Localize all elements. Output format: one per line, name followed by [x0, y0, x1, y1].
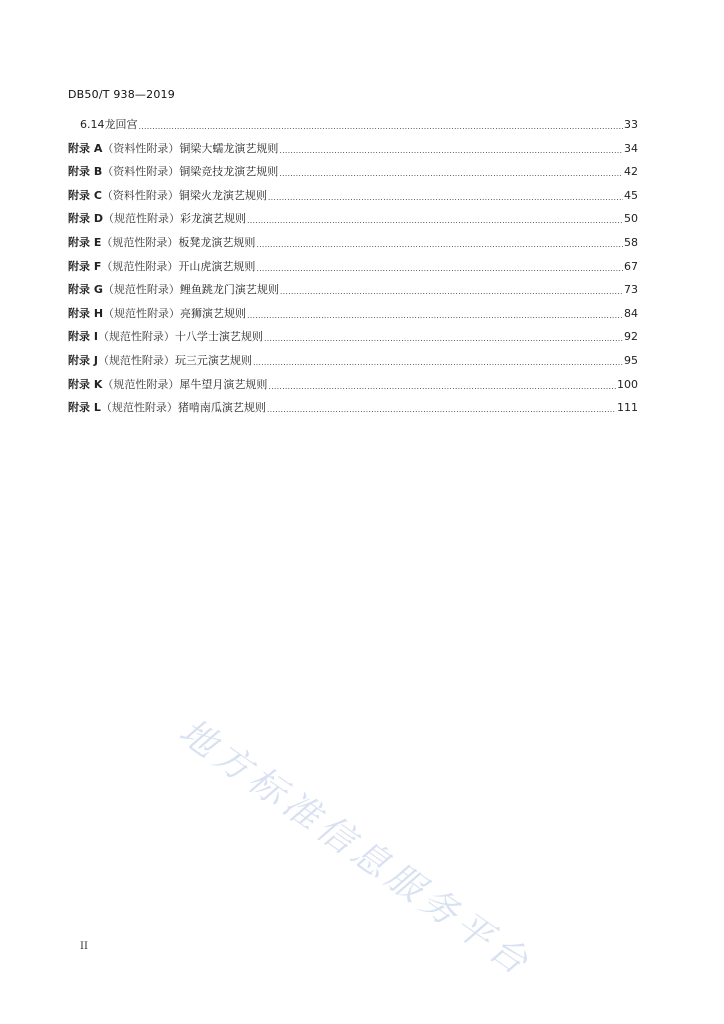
- toc-page-number: 84: [624, 306, 638, 320]
- toc-number: 附录 G: [68, 283, 103, 297]
- toc-title: 铜梁竞技龙演艺规则: [179, 165, 279, 179]
- document-code: DB50/T 938—2019: [68, 88, 175, 101]
- toc-number: 附录 F: [68, 259, 102, 273]
- toc-type: （资料性附录）: [102, 165, 180, 179]
- toc-row-appendix-c[interactable]: [68, 187, 638, 211]
- toc-number: 附录 D: [68, 212, 103, 226]
- toc-number: 附录 K: [68, 377, 103, 391]
- toc-number: 附录 E: [68, 235, 102, 249]
- toc-page-number: 111: [617, 401, 638, 415]
- toc-page-number: 58: [624, 235, 638, 249]
- toc-title: 亮狮演艺规则: [180, 306, 247, 320]
- toc-title: 板凳龙演艺规则: [178, 235, 256, 249]
- toc-page-number: 42: [624, 165, 638, 179]
- toc-row-appendix-h[interactable]: [68, 305, 638, 329]
- toc-title: 玩三元演艺规则: [174, 353, 252, 367]
- toc-type: （规范性附录）: [102, 283, 180, 297]
- toc-type: （规范性附录）: [103, 306, 181, 320]
- toc-page-number: 73: [624, 283, 638, 297]
- toc-type: （规范性附录）: [97, 330, 175, 344]
- toc-page-number: 33: [624, 118, 638, 131]
- table-of-contents: [68, 116, 638, 423]
- toc-leader-dots: [247, 308, 623, 320]
- toc-page-number: 67: [624, 259, 638, 273]
- toc-leader-dots: [268, 379, 616, 391]
- toc-leader-dots: [264, 331, 623, 343]
- toc-leader-dots: [253, 355, 623, 367]
- toc-title: 铜梁大蠕龙演艺规则: [179, 141, 279, 155]
- toc-type: （规范性附录）: [102, 377, 180, 391]
- toc-title: 犀牛望月演艺规则: [179, 377, 268, 391]
- toc-number: 附录 I: [68, 330, 98, 344]
- toc-number: 附录 A: [68, 141, 103, 155]
- toc-row-appendix-a[interactable]: [68, 140, 638, 164]
- toc-page-number: 50: [624, 212, 638, 226]
- toc-title: 十八学士演艺规则: [174, 330, 263, 344]
- toc-title: 铜梁火龙演艺规则: [178, 188, 267, 202]
- toc-row-appendix-k[interactable]: [68, 376, 638, 400]
- toc-page-number: 34: [624, 141, 638, 155]
- toc-title: 鲤鱼跳龙门演艺规则: [179, 283, 279, 297]
- toc-number: 附录 L: [68, 401, 101, 415]
- toc-page-number: 100: [617, 377, 638, 391]
- toc-row-appendix-l[interactable]: [68, 399, 638, 423]
- toc-type: （规范性附录）: [101, 259, 179, 273]
- toc-leader-dots: [139, 119, 624, 131]
- toc-type: （规范性附录）: [97, 353, 175, 367]
- toc-type: （规范性附录）: [100, 401, 178, 415]
- toc-page-number: 95: [624, 353, 638, 367]
- toc-leader-dots: [256, 237, 623, 249]
- toc-leader-dots: [247, 213, 623, 225]
- toc-title: 彩龙演艺规则: [179, 212, 246, 226]
- toc-page-number: 45: [624, 188, 638, 202]
- toc-title: 龙回宫: [104, 118, 138, 131]
- toc-row-appendix-e[interactable]: [68, 234, 638, 258]
- toc-row-6-14[interactable]: [68, 116, 638, 140]
- toc-title: 开山虎演艺规则: [178, 259, 256, 273]
- toc-leader-dots: [279, 143, 623, 155]
- toc-type: （资料性附录）: [101, 188, 179, 202]
- toc-leader-dots: [268, 190, 623, 202]
- toc-number: 附录 H: [68, 306, 104, 320]
- toc-page-number: 92: [624, 330, 638, 344]
- toc-type: （规范性附录）: [101, 235, 179, 249]
- toc-title: 猪啃南瓜演艺规则: [177, 401, 266, 415]
- page-number-footer: II: [80, 941, 88, 952]
- toc-row-appendix-i[interactable]: [68, 328, 638, 352]
- toc-leader-dots: [279, 166, 623, 178]
- toc-type: （规范性附录）: [102, 212, 180, 226]
- toc-number: 附录 J: [68, 353, 98, 367]
- watermark: 地方标准信息服务平台: [171, 711, 540, 986]
- toc-leader-dots: [267, 402, 616, 414]
- toc-row-appendix-d[interactable]: [68, 210, 638, 234]
- toc-row-appendix-j[interactable]: [68, 352, 638, 376]
- toc-type: （资料性附录）: [102, 141, 180, 155]
- toc-number: 6.14: [80, 118, 105, 131]
- toc-leader-dots: [256, 261, 623, 273]
- toc-number: 附录 B: [68, 165, 103, 179]
- toc-row-appendix-b[interactable]: [68, 163, 638, 187]
- toc-number: 附录 C: [68, 188, 102, 202]
- toc-row-appendix-g[interactable]: [68, 281, 638, 305]
- toc-row-appendix-f[interactable]: [68, 258, 638, 282]
- toc-leader-dots: [280, 284, 623, 296]
